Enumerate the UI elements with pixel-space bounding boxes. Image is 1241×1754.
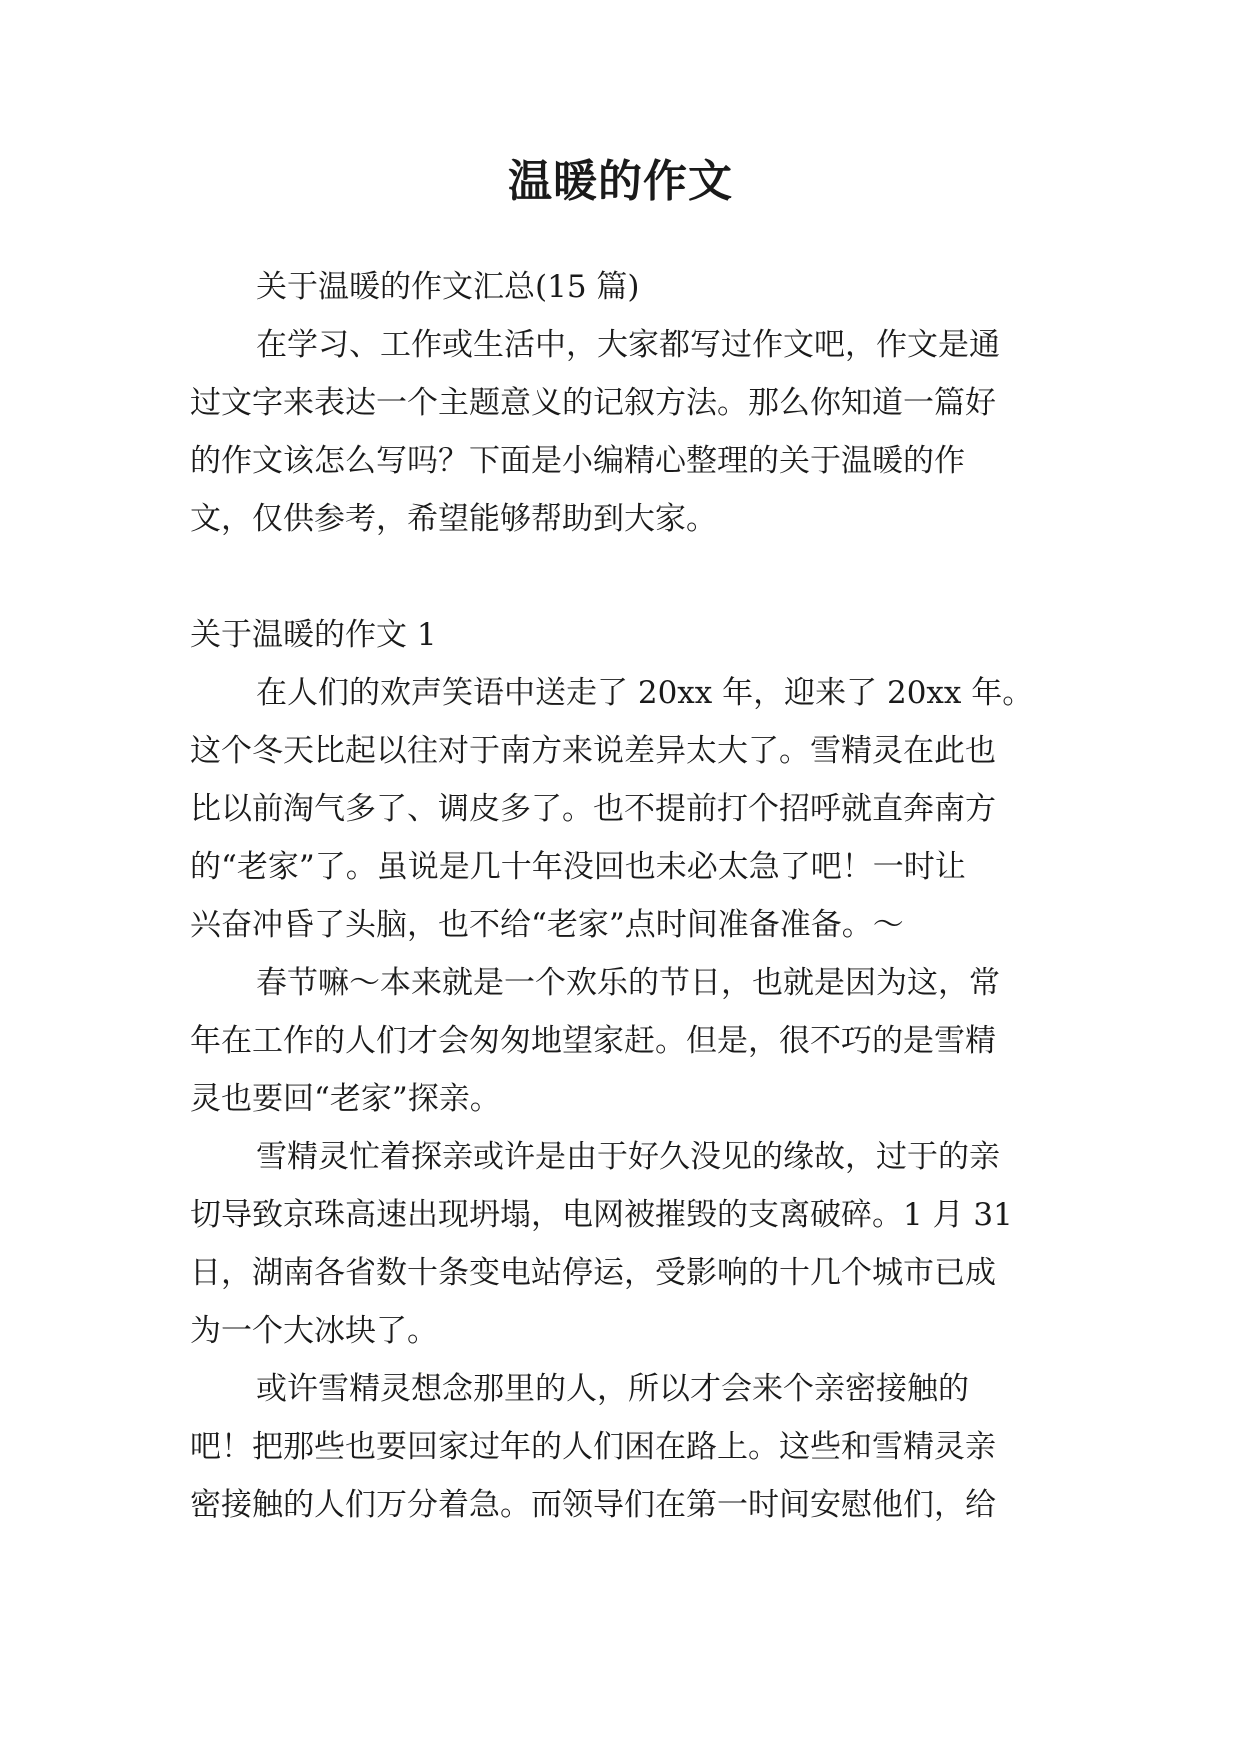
document-title: 温暖的作文: [508, 156, 733, 207]
document-subtitle: 关于温暖的作文汇总(15 篇): [256, 269, 640, 305]
intro-line: 过文字来表达一个主题意义的记叙方法。那么你知道一篇好: [190, 385, 996, 421]
paragraph-line: 这个冬天比起以往对于南方来说差异太大了。雪精灵在此也: [190, 733, 996, 769]
intro-line: 的作文该怎么写吗？下面是小编精心整理的关于温暖的作: [190, 443, 965, 479]
paragraph: [190, 664, 1052, 954]
blank-line: [190, 548, 1052, 606]
paragraph-line: 为一个大冰块了。: [190, 1313, 438, 1349]
paragraph-line: 吧！把那些也要回家过年的人们困在路上。这些和雪精灵亲: [190, 1429, 996, 1465]
paragraph-line: 灵也要回“老家”探亲。: [190, 1081, 501, 1117]
paragraph: [190, 954, 1052, 1128]
paragraph-line: 兴奋冲昏了头脑，也不给“老家”点时间准备准备。～: [190, 907, 904, 943]
paragraph-line: 密接触的人们万分着急。而领导们在第一时间安慰他们，给: [190, 1487, 996, 1523]
paragraph-line: 切导致京珠高速出现坍塌，电网被摧毁的支离破碎。1 月 31: [190, 1197, 1013, 1233]
intro-line: 文，仅供参考，希望能够帮助到大家。: [190, 501, 717, 537]
paragraph: [190, 1360, 1052, 1534]
paragraph-line: 在人们的欢声笑语中送走了 20xx 年，迎来了 20xx 年。: [256, 675, 1034, 711]
intro-line: 在学习、工作或生活中，大家都写过作文吧，作文是通: [256, 327, 1000, 363]
paragraph-line: 比以前淘气多了、调皮多了。也不提前打个招呼就直奔南方: [190, 791, 996, 827]
paragraph-line: 日，湖南各省数十条变电站停运，受影响的十几个城市已成: [190, 1255, 996, 1291]
paragraph-line: 春节嘛～本来就是一个欢乐的节日，也就是因为这，常: [256, 965, 1000, 1001]
intro-paragraph: [190, 316, 1052, 548]
section-heading: 关于温暖的作文 1: [190, 617, 437, 653]
paragraph: [190, 1128, 1052, 1360]
paragraph-line: 年在工作的人们才会匆匆地望家赶。但是，很不巧的是雪精: [190, 1023, 996, 1059]
paragraph-line: 雪精灵忙着探亲或许是由于好久没见的缘故，过于的亲: [256, 1139, 1000, 1175]
paragraph-line: 的“老家”了。虽说是几十年没回也未必太急了吧！一时让: [190, 849, 966, 885]
paragraph-line: 或许雪精灵想念那里的人，所以才会来个亲密接触的: [256, 1371, 969, 1407]
document-body: [190, 258, 1052, 1534]
